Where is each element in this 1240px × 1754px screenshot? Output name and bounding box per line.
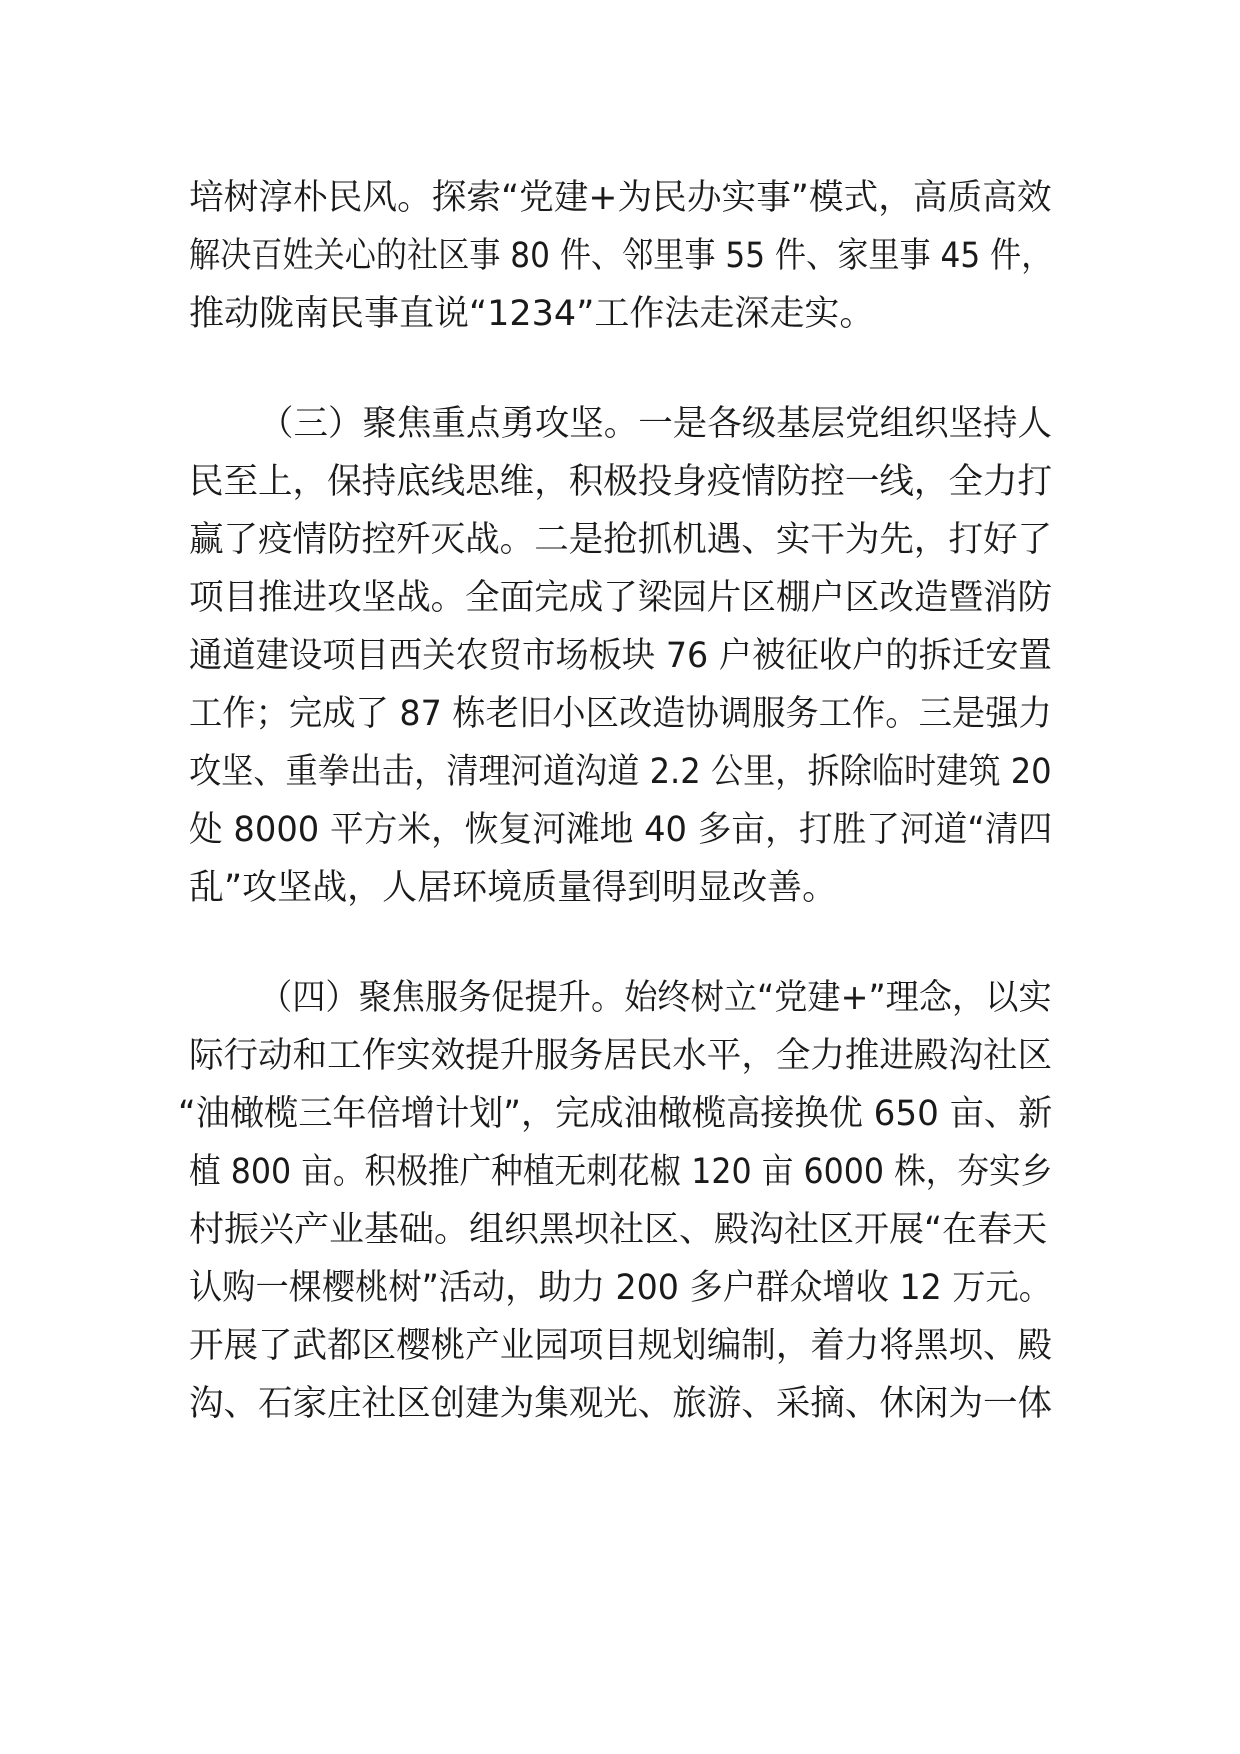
- paragraph-line: 民至上，保持底线思维，积极投身疫情防控一线，全力打: [189, 462, 1053, 502]
- paragraph-line: 认购一棵樱桃树”活动，助力 200 多户群众增收 12 万元。: [189, 1268, 1052, 1308]
- paragraph-line: 处 8000 平方米，恢复河滩地 40 多亩，打胜了河道“清四: [189, 810, 1053, 850]
- section-heading-line: （四）聚焦服务促提升。始终树立“党建+”理念，以实: [259, 978, 1052, 1018]
- paragraph-line: 工作；完成了 87 栋老旧小区改造协调服务工作。三是强力: [189, 694, 1052, 734]
- paragraph-line: 培树淳朴民风。探索“党建+为民办实事”模式，高质高效: [189, 178, 1052, 218]
- paragraph-line: 植 800 亩。积极推广种植无刺花椒 120 亩 6000 株，夯实乡: [189, 1152, 1053, 1192]
- paragraph-line: 通道建设项目西关农贸市场板块 76 户被征收户的拆迁安置: [189, 636, 1052, 676]
- paragraph-line: 沟、石家庄社区创建为集观光、旅游、采摘、休闲为一体: [189, 1384, 1053, 1424]
- paragraph-line: 推动陇南民事直说“1234”工作法走深走实。: [189, 294, 875, 334]
- paragraph-line: 项目推进攻坚战。全面完成了梁园片区棚户区改造暨消防: [189, 578, 1053, 618]
- paragraph-line: 乱”攻坚战，人居环境质量得到明显改善。: [189, 868, 838, 908]
- paragraph-line: 解决百姓关心的社区事 80 件、邻里事 55 件、家里事 45 件，: [189, 236, 1053, 276]
- paragraph-line: 开展了武都区樱桃产业园项目规划编制，着力将黑坝、殿: [189, 1326, 1053, 1366]
- paragraph-line: 村振兴产业基础。组织黑坝社区、殿沟社区开展“在春天: [189, 1210, 1048, 1250]
- paragraph-line: 际行动和工作实效提升服务居民水平，全力推进殿沟社区: [189, 1036, 1053, 1076]
- paragraph-line: “油橄榄三年倍增计划”，完成油橄榄高接换优 650 亩、新: [178, 1094, 1053, 1134]
- paragraph-line: 赢了疫情防控歼灭战。二是抢抓机遇、实干为先，打好了: [189, 520, 1053, 560]
- section-heading-line: （三）聚焦重点勇攻坚。一是各级基层党组织坚持人: [259, 404, 1053, 444]
- paragraph-line: 攻坚、重拳出击，清理河道沟道 2.2 公里，拆除临时建筑 20: [189, 752, 1052, 792]
